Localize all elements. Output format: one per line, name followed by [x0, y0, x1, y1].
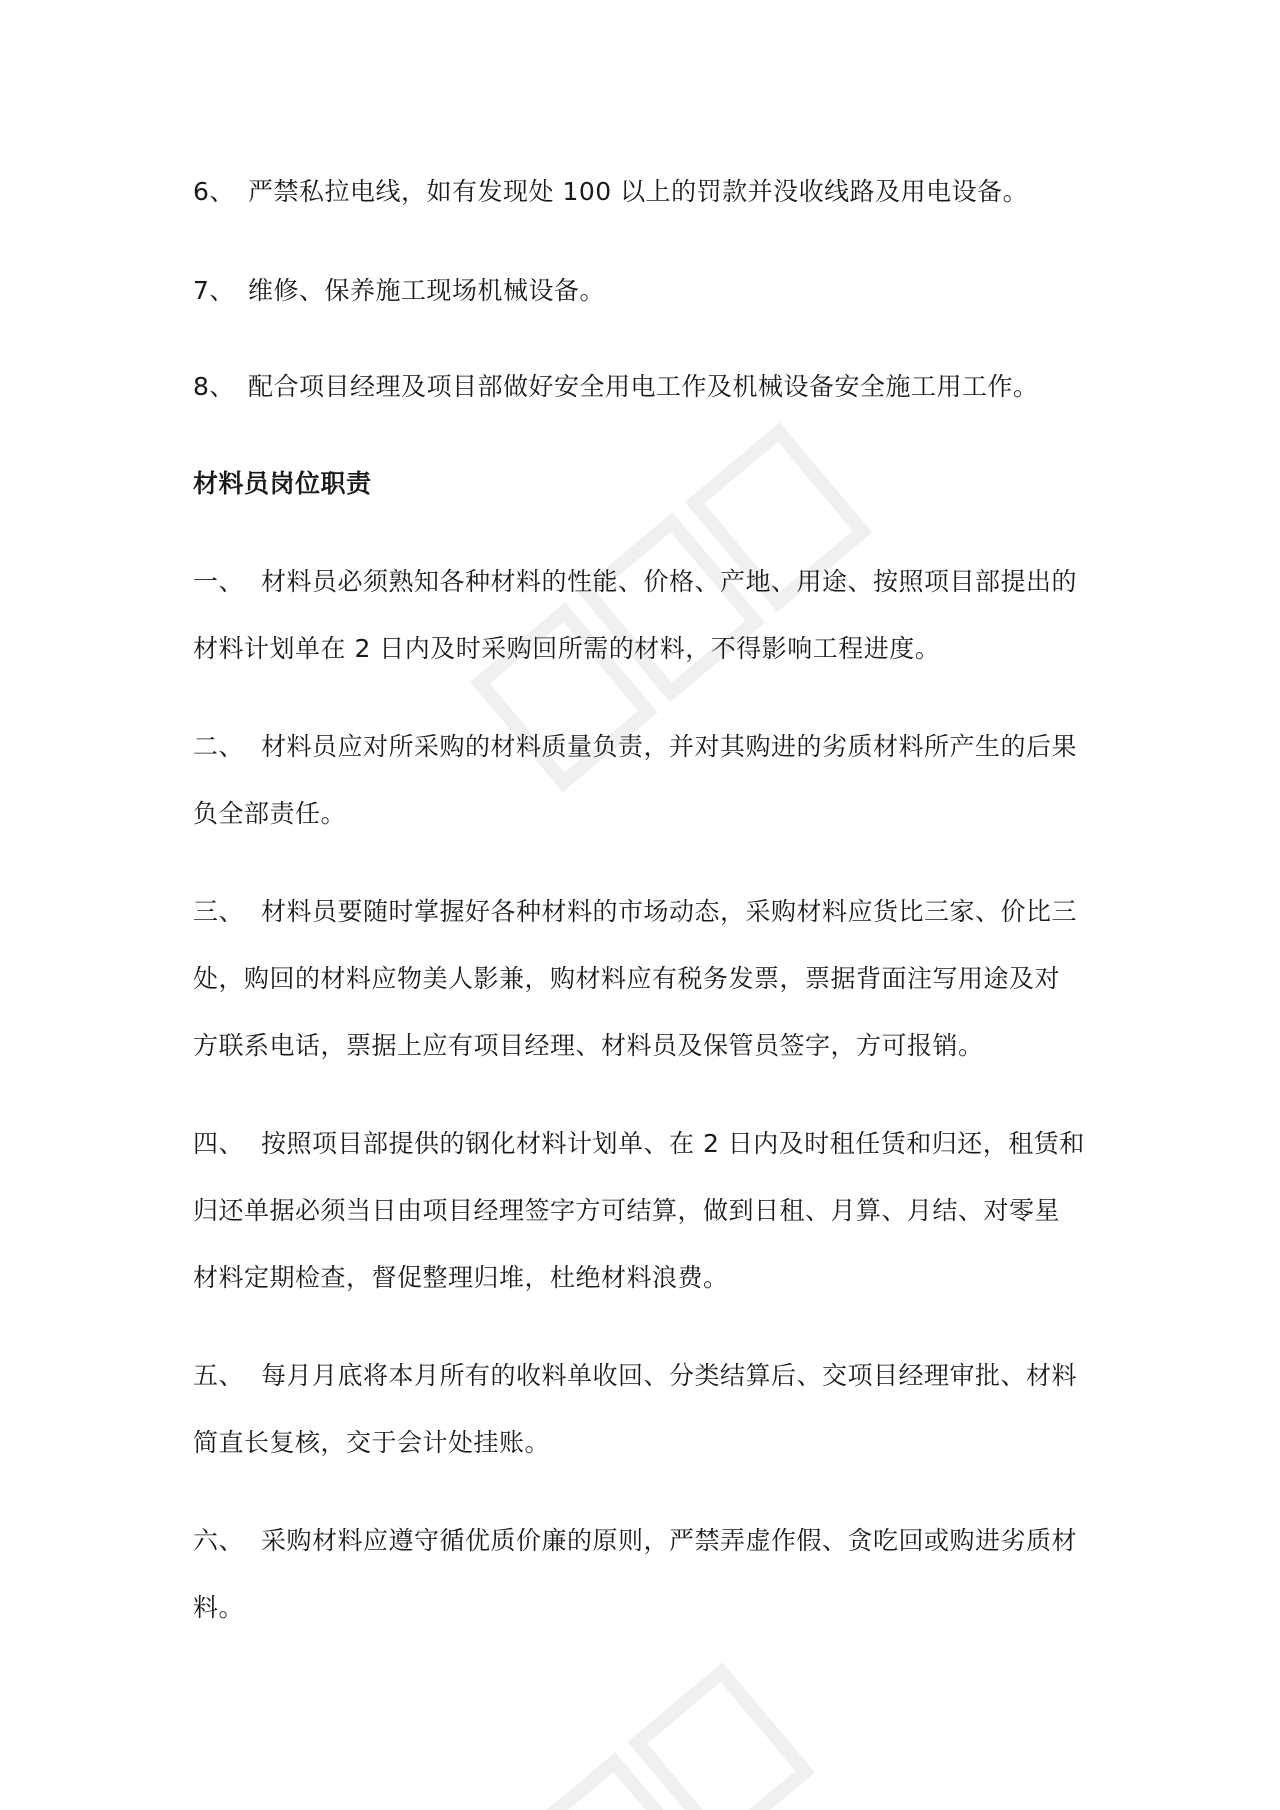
- duty-text: 材料员必须熟知各种材料的性能、价格、产地、用途、按照项目部提出的: [261, 567, 1078, 596]
- duty-item-line: [193, 895, 1077, 929]
- duty-item-line: [193, 730, 1077, 764]
- duty-item-line: [193, 1524, 1077, 1558]
- duty-text: 每月月底将本月所有的收料单收回、分类结算后、交项目经理审批、材料: [261, 1361, 1078, 1390]
- duty-text: 材料员要随时掌握好各种材料的市场动态，采购材料应货比三家、价比三: [261, 897, 1078, 926]
- duty-item-line: 归还单据必须当日由项目经理签字方可结算，做到日租、月算、月结、对零星: [193, 1196, 1061, 1225]
- duty-text: 材料员应对所采购的材料质量负责，并对其购进的劣质材料所产生的后果: [261, 732, 1078, 761]
- item-number: 6、: [193, 177, 235, 206]
- item-text: 严禁私拉电线，如有发现处 100 以上的罚款并没收线路及用电设备。: [248, 177, 1029, 206]
- duty-number: 五、: [193, 1361, 245, 1390]
- item-number: 7、: [193, 276, 235, 305]
- duty-item-line: 材料计划单在 2 日内及时采购回所需的材料，不得影响工程进度。: [193, 634, 941, 663]
- duty-item-line: 处，购回的材料应物美人影兼，购材料应有税务发票，票据背面注写用途及对: [193, 964, 1061, 993]
- duty-number: 一、: [193, 567, 245, 596]
- duty-item-line: 负全部责任。: [193, 799, 347, 828]
- section-heading: 材料员岗位职责: [193, 469, 372, 498]
- duty-item-line: 方联系电话，票据上应有项目经理、材料员及保管员签字，方可报销。: [193, 1031, 984, 1060]
- duty-number: 三、: [193, 897, 245, 926]
- item-text: 维修、保养施工现场机械设备。: [248, 276, 606, 305]
- duty-number: 二、: [193, 732, 245, 761]
- duty-item-line: [193, 565, 1077, 599]
- duty-item-line: 材料定期检查，督促整理归堆，杜绝材料浪费。: [193, 1263, 729, 1292]
- item-text: 配合项目经理及项目部做好安全用电工作及机械设备安全施工用工作。: [248, 372, 1039, 401]
- duty-number: 六、: [193, 1526, 245, 1555]
- duty-number: 四、: [193, 1129, 245, 1158]
- duty-item-line: 简直长复核，交于会计处挂账。: [193, 1428, 551, 1457]
- list-item: [193, 370, 1039, 404]
- item-number: 8、: [193, 372, 235, 401]
- duty-item-line: [193, 1127, 1085, 1161]
- duty-text: 采购材料应遵守循优质价廉的原则，严禁弄虚作假、贪吃回或购进劣质材: [261, 1526, 1078, 1555]
- duty-item-line: 料。: [193, 1593, 245, 1622]
- list-item: [193, 175, 1028, 209]
- duty-item-line: [193, 1359, 1077, 1393]
- list-item: [193, 274, 605, 308]
- duty-text: 按照项目部提供的钢化材料计划单、在 2 日内及时租任赁和归还，租赁和: [261, 1129, 1085, 1158]
